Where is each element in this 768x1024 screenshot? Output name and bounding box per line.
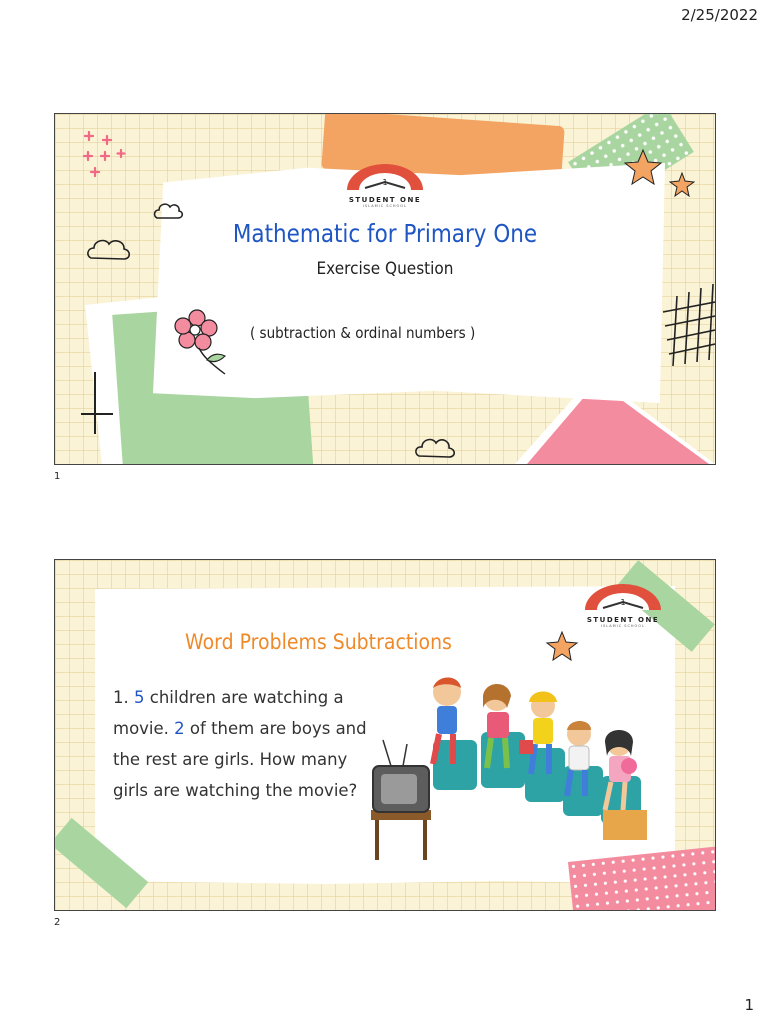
star-doodle-icon bbox=[669, 172, 695, 198]
star-doodle-icon bbox=[545, 630, 579, 662]
slide-topic: ( subtraction & ordinal numbers ) bbox=[250, 324, 476, 342]
highlight-number: 5 bbox=[134, 688, 145, 707]
slide-title: Mathematic for Primary One bbox=[232, 219, 538, 248]
logo-subname: ISLAMIC SCHOOL bbox=[362, 204, 408, 208]
page-number: 1 bbox=[744, 996, 754, 1014]
slide-1 bbox=[54, 113, 716, 465]
slide-subtitle: Exercise Question bbox=[316, 259, 454, 279]
highlight-number: 2 bbox=[174, 719, 185, 738]
flower-doodle-icon bbox=[173, 308, 233, 378]
slide-number: 2 bbox=[54, 917, 61, 928]
logo-badge-number: 1 bbox=[620, 598, 626, 607]
slide-number: 1 bbox=[54, 471, 61, 482]
question-prefix: 1. bbox=[113, 688, 134, 707]
logo-subname: ISLAMIC SCHOOL bbox=[600, 624, 646, 628]
question-text: of them are boys and the rest are girls. How many girls are watching the movie? bbox=[113, 719, 367, 800]
word-problem-text bbox=[113, 682, 373, 806]
logo-emblem-icon bbox=[581, 582, 665, 612]
grid-doodle-icon bbox=[659, 282, 715, 368]
logo-badge-number: 1 bbox=[382, 178, 388, 187]
plus-marks-icon bbox=[81, 128, 131, 180]
print-date: 2/25/2022 bbox=[681, 6, 758, 24]
school-logo bbox=[337, 162, 433, 208]
slide-2 bbox=[54, 559, 716, 911]
cross-line-icon bbox=[77, 368, 117, 438]
slide-title: Word Problems Subtractions bbox=[185, 630, 452, 654]
logo-name: STUDENT ONE bbox=[348, 196, 422, 204]
question-text: children are watching a movie. bbox=[113, 688, 344, 738]
school-logo bbox=[575, 582, 671, 628]
logo-emblem-icon bbox=[343, 162, 427, 192]
star-doodle-icon bbox=[623, 148, 663, 186]
cloud-doodle-icon bbox=[413, 430, 463, 464]
children-watching-tv-illustration bbox=[363, 670, 653, 870]
logo-name: STUDENT ONE bbox=[586, 616, 660, 624]
